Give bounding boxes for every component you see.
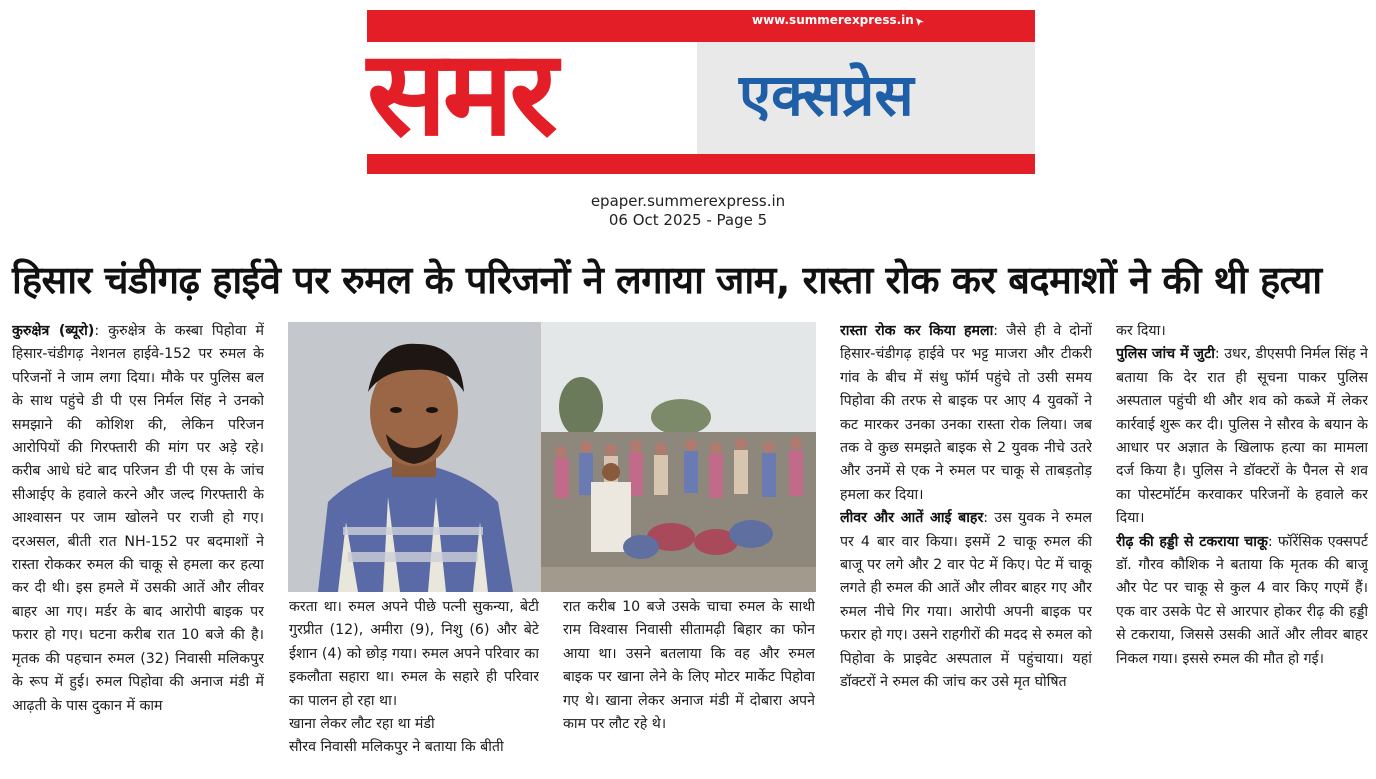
crowd-illustration (541, 322, 816, 592)
subhead-liver: लीवर और आतें आई बाहर (840, 510, 984, 527)
article-column-2 (289, 596, 539, 776)
masthead-url[interactable]: www.summerexpress.in (752, 13, 914, 27)
masthead-samar-wordmark: समर (367, 24, 554, 162)
cursor-icon (915, 17, 925, 27)
article-headline: हिसार चंडीगढ़ हाईवे पर रुमल के परिजनों ने लगाया जाम, रास्ता रोक कर बदमाशों ने की थी हत्या (12, 258, 1322, 302)
masthead-express-wordmark: एक्सप्रेस (739, 61, 914, 129)
dateline: कुरुक्षेत्र (ब्यूरो) (12, 323, 95, 339)
masthead-logo (367, 10, 1035, 174)
subhead-spine: रीढ़ की हड्डी से टकराया चाकू (1116, 533, 1268, 550)
article-column-4 (840, 320, 1092, 776)
epaper-site: epaper.summerexpress.in (590, 192, 786, 210)
subhead-road-block: रास्ता रोक कर किया हमला (840, 323, 994, 339)
col3-text: रात करीब 10 बजे उसके चाचा रुमल के साथी राम विश्वास निवासी सीतामढ़ी बिहार का फोन आया था। उसने बतलाया कि वह और रुमल बाइक पर खाना लेने के लिए मोटर मार्केट पिहोवा गए थे। खाना लेकर अनाज मंडी में दोबारा अपने काम पर लौट रहे थे। (563, 599, 815, 733)
col4-text-1: : जैसे ही वे दोनों हिसार-चंडीगढ़ हाईवे पर भट्ट माजरा और टीकरी गांव के बीच में संधु फॉर्म पहुंचे तो उसी समय पिहोवा की तरफ से बाइक पर आए 4 युवकों ने कट मारकर उनका उनका रास्ता रोक लिया। जब तक वे कुछ समझते बाइक से 2 युवक नीचे उतरे और उनमें से एक ने रुमल पर चाकू से ताबड़तोड़ हमला कर दिया। (840, 323, 1092, 503)
portrait-illustration (288, 322, 539, 592)
col5-text-1: : उधर, डीएसपी निर्मल सिंह ने बताया कि देर रात ही सूचना पाकर पुलिस अस्पताल पहुंची थी और शव को कब्जे में लेकर कार्रवाई शुरू कर दी। पुलिस ने सौरव के बयान के आधार पर अज्ञात के खिलाफ हत्या का मामला दर्ज किया है। पुलिस ने डॉक्टरों के पैनल से शव का पोस्टमॉर्टम करवाकर परिजनों के हवाले कर दिया। (1116, 346, 1368, 527)
article-column-3 (563, 596, 815, 776)
protest-crowd-photo (541, 322, 816, 592)
subhead-police: पुलिस जांच में जुटी (1116, 346, 1215, 363)
col2-text-cont: सौरव निवासी मलिकपुर ने बताया कि बीती (289, 739, 504, 756)
col1-text: : कुरुक्षेत्र के कस्बा पिहोवा में हिसार-चंडीगढ़ नेशनल हाईवे-152 पर रुमल के परिजनों ने जाम लगा दिया। मौके पर पुलिस बल के साथ पहुंचे डी पी एस निर्मल सिंह ने उनको समझाने की कोशिश की, लेकिन परिजन आरोपियों की गिरफ्तारी की मांग पर अड़े रहे। करीब आधे घंटे बाद परिजन डी पी एस के जांच सीआईए के हवाले करने और जल्द गिरफ्तारी के आश्वासन पर जाम खोलने पर राजी हो गए। दरअसल, बीती रात NH-152 पर बदमाशों ने रास्ता रोककर रुमल की चाकू से हमला कर हत्या कर दी थी। इस हमले में उसकी आतें और लीवर बाहर आ गए। मर्डर के बाद आरोपी बाइक पर फरार हो गए। घटना करीब रात 10 बजे की है। मृतक की पहचान रुमल (32) निवासी मलिकपुर के रूप में हुई। रुमल पिहोवा की अनाज मंडी में आढ़ती के पास दुकान में काम (12, 323, 264, 714)
col2-subhead: खाना लेकर लौट रहा था मंडी (289, 716, 435, 733)
col5-text-0: कर दिया। (1116, 323, 1166, 339)
article-photos (288, 322, 816, 592)
article-column-5 (1116, 320, 1368, 776)
victim-portrait-photo (288, 322, 539, 592)
article-column-1 (12, 320, 264, 776)
col5-text-2: : फॉरेंसिक एक्सपर्ट डॉ. गौरव कौशिक ने बताया कि मृतक की बाजू और पेट पर चाकू से कुल 4 वार किए गएमें हैं। एक वार उसके पेट से आरपार होकर रीढ़ की हड्डी से टकराया, जिससे उसकी आतें और लीवर बाहर निकल गया। इससे रुमल की मौत हो गई। (1116, 533, 1368, 667)
edition-date-page: 06 Oct 2025 - Page 5 (608, 211, 768, 229)
col2-text: करता था। रुमल अपने पीछे पत्नी सुकन्या, बेटी गुरप्रीत (12), अमीरा (9), निशु (6) और बेटे ईशान (4) को छोड़ गया। रुमल अपने परिवार का इकलौता सहारा था। रुमल के सहारे ही परिवार का पालन हो रहा था। (289, 599, 539, 709)
col4-text-2: : उस युवक ने रुमल पर 4 बार वार किया। इसमें 2 चाकू रुमल की बाजू पर लगे और 2 वार पेट में किए। पेट में चाकू लगते ही रुमल की आतें और लीवर बाहर गए और रुमल नीचे गिर गया। आरोपी अपनी बाइक पर फरार हो गए। उसने राहगीरों की मदद से रुमल को पिहोवा के प्राइवेट अस्पताल में पहुंचाया। यहां डॉक्टरों ने रुमल की जांच कर उसे मृत घोषित (840, 510, 1092, 691)
